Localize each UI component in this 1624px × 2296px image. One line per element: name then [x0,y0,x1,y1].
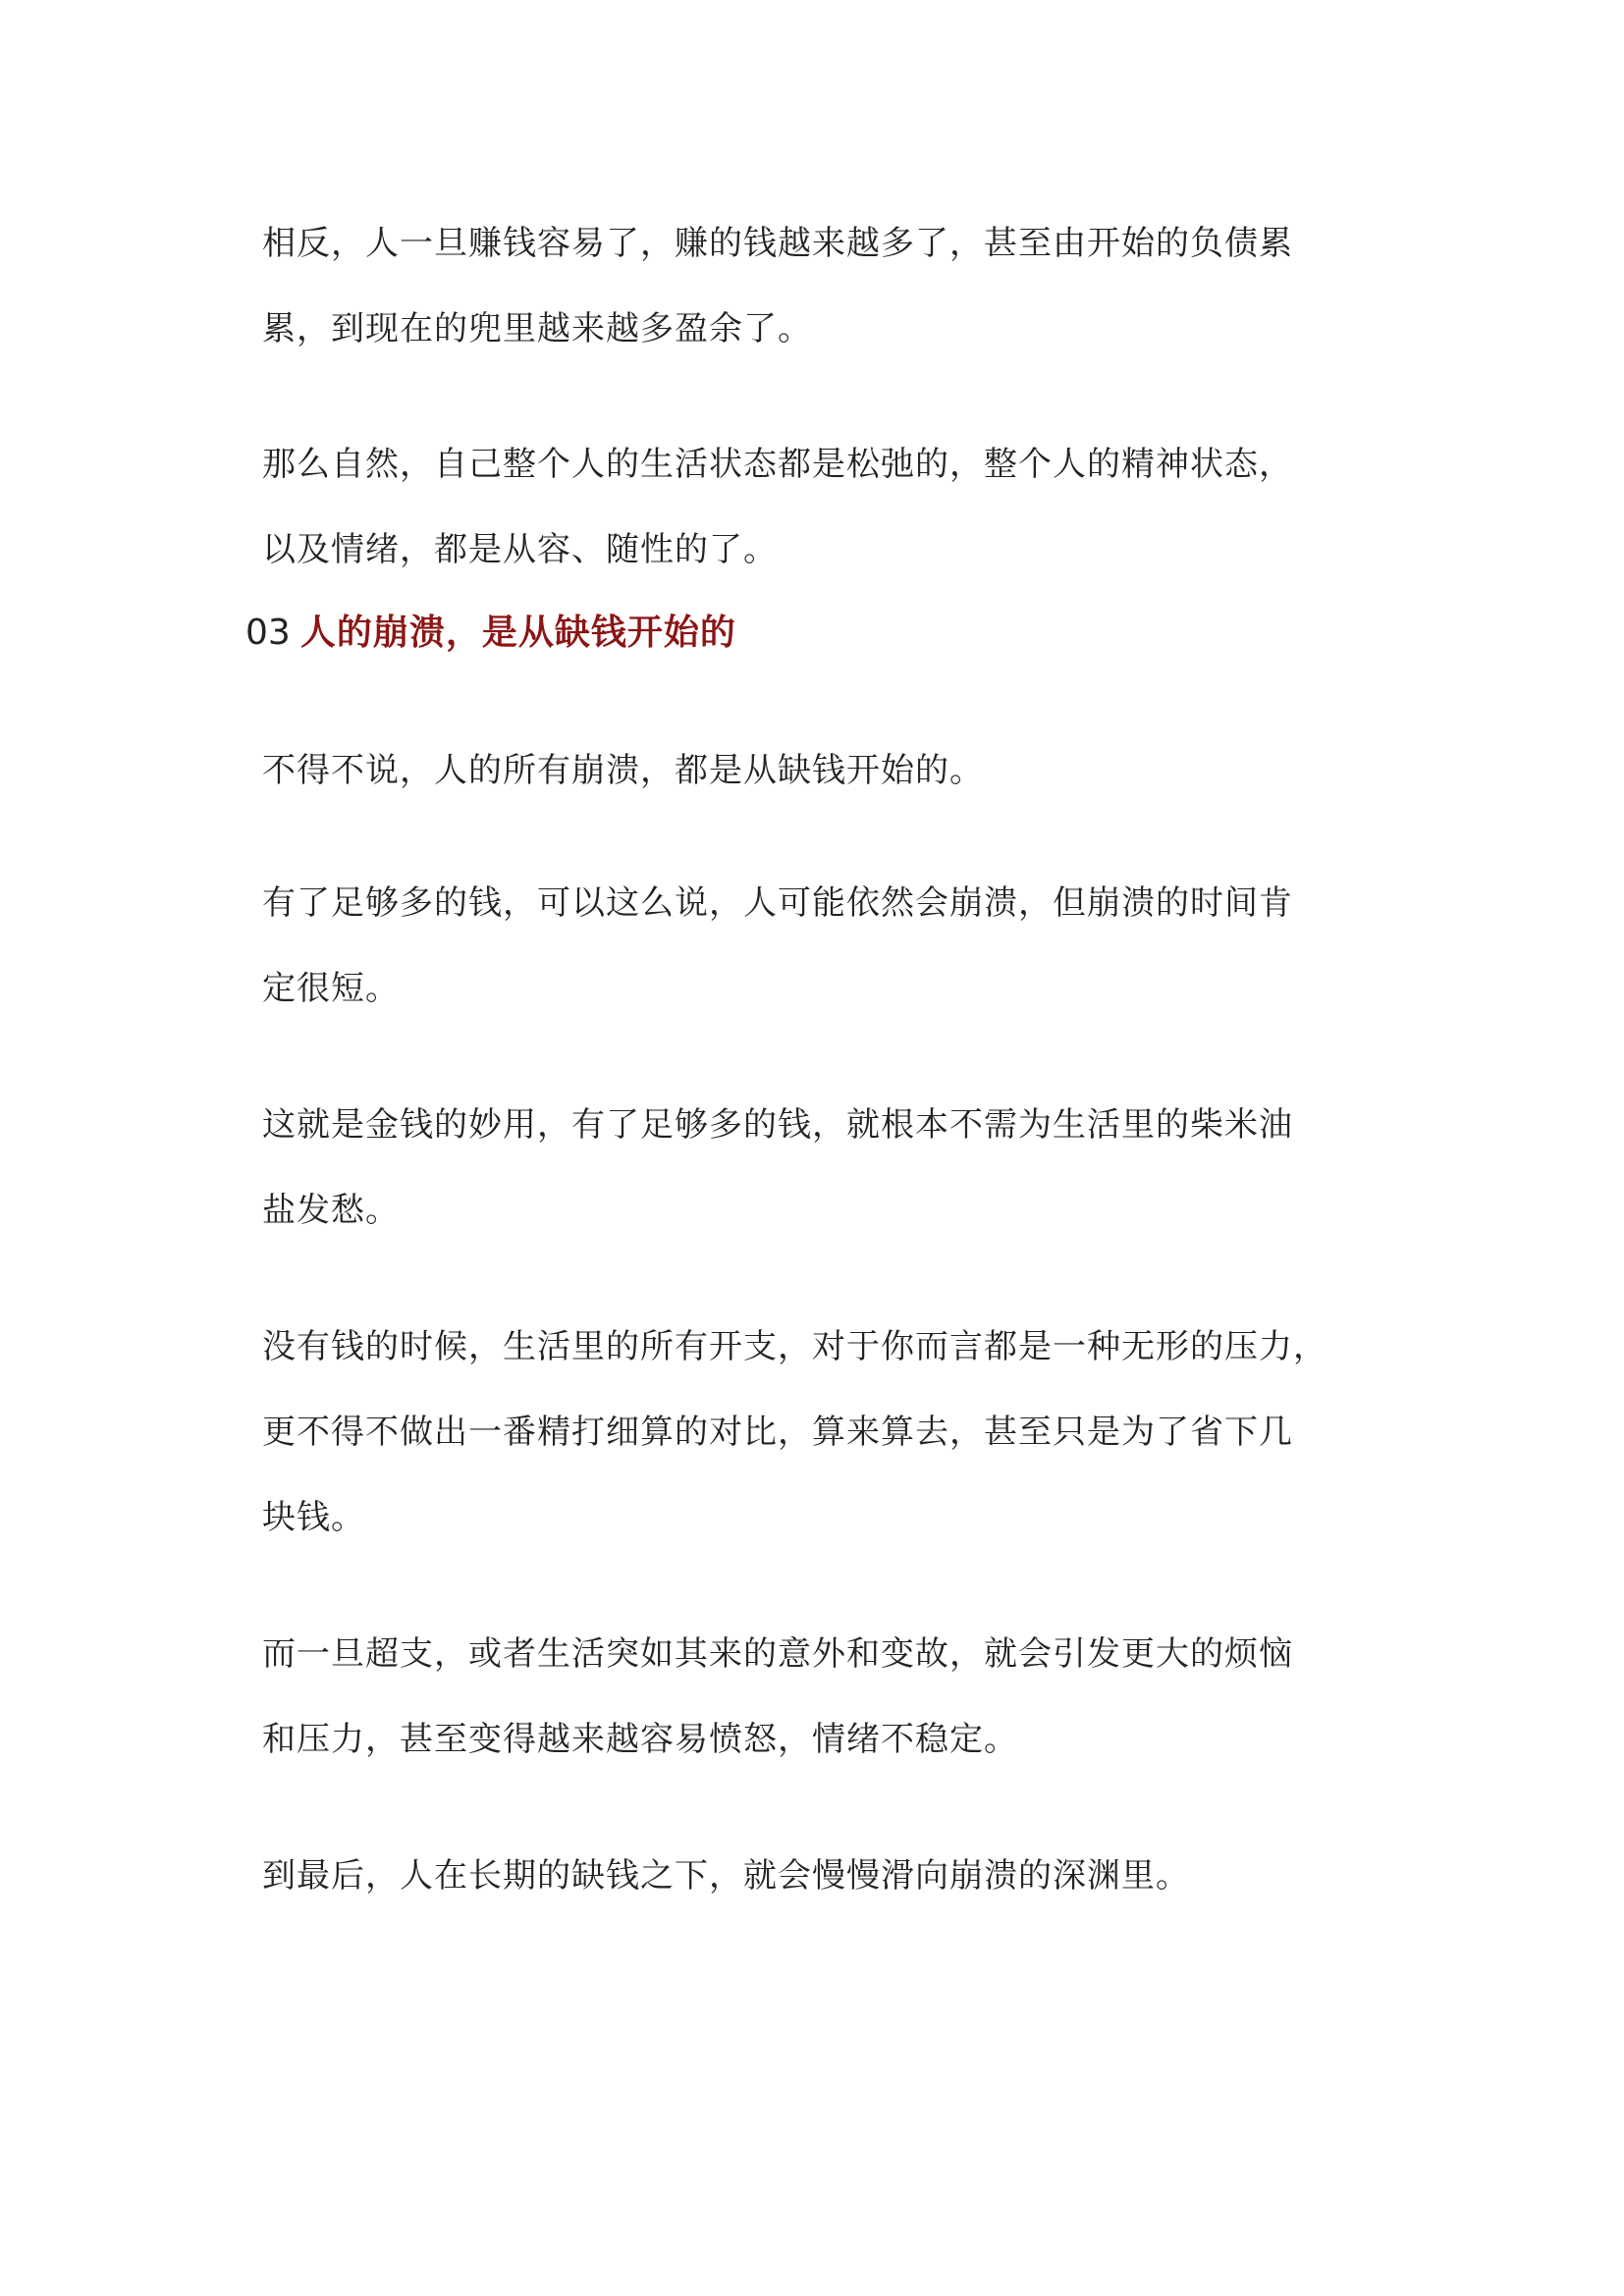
paragraph-7-line-1: 而一旦超支，或者生活突如其来的意外和变故，就会引发更大的烦恼 [262,1634,1293,1674]
paragraph-4-line-1: 有了足够多的钱，可以这么说，人可能依然会崩溃，但崩溃的时间肯 [262,883,1293,923]
paragraph-1-line-1: 相反，人一旦赚钱容易了，赚的钱越来越多了，甚至由开始的负债累 [262,224,1293,263]
paragraph-1-line-2: 累，到现在的兜里越来越多盈余了。 [262,309,812,348]
paragraph-6-line-1: 没有钱的时候，生活里的所有开支，对于你而言都是一种无形的压力， [262,1327,1327,1366]
paragraph-6-line-3: 块钱。 [262,1498,365,1537]
paragraph-4-line-2: 定很短。 [262,969,400,1008]
paragraph-5-line-2: 盐发愁。 [262,1191,400,1230]
paragraph-7-line-2: 和压力，甚至变得越来越容易愤怒，情绪不稳定。 [262,1720,1018,1759]
paragraph-2-line-1: 那么自然，自己整个人的生活状态都是松弛的，整个人的精神状态， [262,445,1293,484]
paragraph-2-line-2: 以及情绪，都是从容、随性的了。 [262,530,778,569]
paragraph-3-line-1: 不得不说，人的所有崩溃，都是从缺钱开始的。 [262,751,984,790]
section-heading [245,611,736,656]
paragraph-5-line-1: 这就是金钱的妙用，有了足够多的钱，就根本不需为生活里的柴米油 [262,1105,1293,1145]
paragraph-8-line-1: 到最后，人在长期的缺钱之下，就会慢慢滑向崩溃的深渊里。 [262,1856,1190,1896]
paragraph-6-line-2: 更不得不做出一番精打细算的对比，算来算去，甚至只是为了省下几 [262,1413,1293,1452]
section-title: 人的崩溃，是从缺钱开始的 [299,613,736,653]
section-number: 03 [245,613,291,653]
